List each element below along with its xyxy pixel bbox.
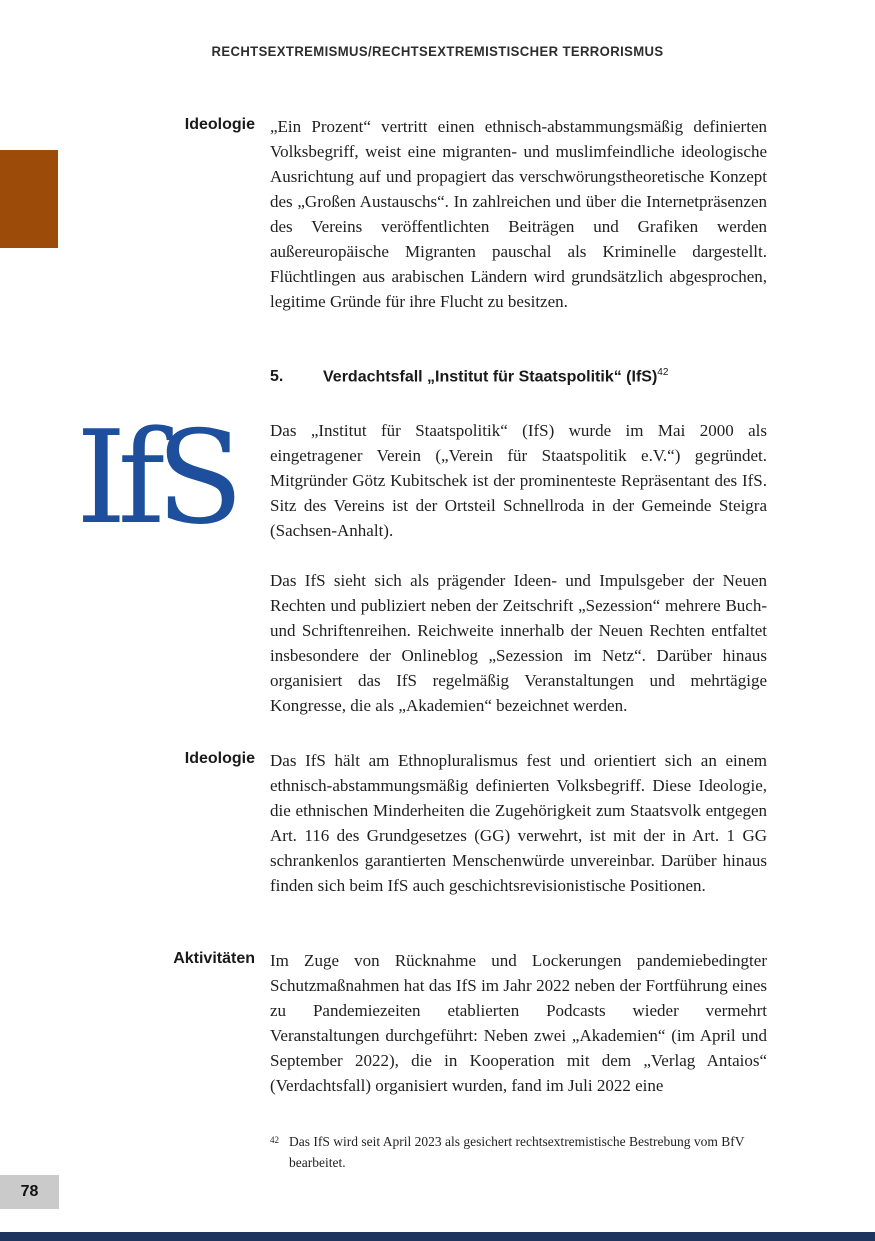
running-header: RECHTSEXTREMISMUS/RECHTSEXTREMISTISCHER TERRORISMUS bbox=[211, 44, 664, 59]
footnote-marker: 42 bbox=[270, 1135, 279, 1145]
margin-label-ideologie-2: Ideologie bbox=[184, 750, 255, 767]
paragraph-ifs-media: Das IfS sieht sich als prägender Ideen- und Impulsgeber der Neuen Rechten und publiziert neben der Zeitschrift „Sezession“ mehrere Buch- und Schriftenreihen. Reichweite innerhalb der Neuen Rechten entfaltet insbesondere der Onlineblog „Sezession im Netz“. Darüber hinaus organisiert das IfS regelmäßig Veranstaltungen und mehrtägige Kongresse, die als „Akademien“ bezeichnet werden. bbox=[270, 571, 767, 715]
page-number-box bbox=[0, 1175, 59, 1209]
paragraph-ifs-ideologie: Das IfS hält am Ethnopluralismus fest und orientiert sich an einem ethnisch-abstammungsmäßig definierten Volksbegriff. Diese Ideologie, die ethnischen Minderheiten die Zugehörigkeit zum Staatsvolk entgegen Art. 116 des Grundgesetzes (GG) verwehrt, ist mit der in Art. 1 GG schrankenlos garantierten Menschenwürde unvereinbar. Darüber hinaus finden sich beim IfS auch geschichtsrevisionistische Positionen. bbox=[270, 751, 767, 895]
page-number: 78 bbox=[20, 1183, 39, 1200]
footer-bar bbox=[0, 1232, 875, 1241]
footnote-text: Das IfS wird seit April 2023 als gesichert rechtsextremistische Bestrebung vom BfV bearbeitet. bbox=[289, 1134, 745, 1170]
margin-label-aktivitaeten: Aktivitäten bbox=[173, 950, 255, 967]
paragraph-ein-prozent-ideologie: „Ein Prozent“ vertritt einen ethnisch-abstammungsmäßig definierten Volksbegriff, weist eine migranten- und muslimfeindliche ideologische Ausrichtung auf und propagiert das verschwörungstheoretische Konzept des „Großen Austauschs“. In zahlreichen und über die Internetpräsenzen des Vereins veröffentlichten Beiträgen und Grafiken werden außereuropäische Migranten pauschal als Kriminelle dargestellt. Flüchtlingen aus arabischen Ländern wird grundsätzlich abgesprochen, legitime Gründe für ihre Flucht zu besitzen. bbox=[270, 117, 767, 311]
footnote-reference: 42 bbox=[657, 367, 669, 378]
ifs-logo: IfS bbox=[76, 404, 235, 553]
section-number: 5. bbox=[270, 368, 284, 386]
paragraph-ifs-aktivitaeten: Im Zuge von Rücknahme und Lockerungen pandemiebedingter Schutzmaßnahmen hat das IfS im Jahr 2022 neben der Fortführung eines zu Pandemiezeiten etablierten Podcasts wieder vermehrt Veranstaltungen durchgeführt: Neben zwei „Akademien“ (im April und September 2022), die in Kooperation mit dem „Verlag Antaios“ (Verdachtsfall) organisiert wurden, fand im Juli 2022 eine bbox=[270, 951, 767, 1095]
footnote-42 bbox=[270, 1131, 772, 1173]
section-title: Verdachtsfall „Institut für Staatspolitik“ (IfS) bbox=[323, 368, 658, 386]
margin-accent-bar bbox=[0, 150, 58, 248]
section-heading-5 bbox=[270, 367, 668, 386]
paragraph-ifs-intro: Das „Institut für Staatspolitik“ (IfS) wurde im Mai 2000 als eingetragener Verein („Verein für Staatspolitik e.V.“) gegründet. Mitgründer Götz Kubitschek ist der prominenteste Repräsentant des IfS. Sitz des Vereins ist der Ortsteil Schnellroda in der Gemeinde Steigra (Sachsen-Anhalt). bbox=[270, 421, 767, 540]
margin-label-ideologie: Ideologie bbox=[184, 116, 255, 133]
